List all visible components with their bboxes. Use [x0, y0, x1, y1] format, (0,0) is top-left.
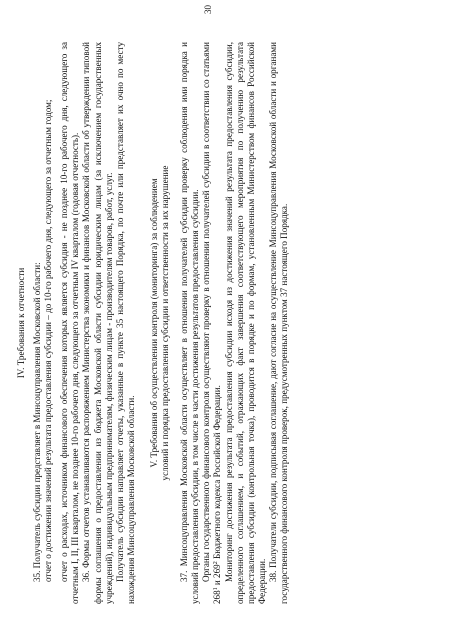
- paragraph-35: 35. Получатель субсидии представляет в Минсоцуправления Московской области:: [32, 262, 43, 582]
- page-number: 30: [203, 5, 213, 14]
- paragraph-37-c: Мониторинг достижения результата предоставления субсидии исходя из достижения значений результата предоставления субсидии, определенного соглашением, и событий, отражающих факт завершения соответствующего мероприятия по получению результата предоставления субсидии (контрольная точка), проводится в порядке и по формам, установленным Министерством финансов Российской Федерации.: [223, 42, 267, 604]
- paragraph-37-b-start: Органы государственного финансового контроля осуществляют проверку в отношении получателей субсидии в соответствии со статьями 268: [201, 42, 223, 604]
- paragraph-37-b: [201, 42, 223, 604]
- paragraph-35-b: отчет о расходах, источником финансового обеспечения которых является субсидия - не позднее 10-го рабочего дня, следующего за отчетным I, II, III кварталом, не позднее 10-го рабочего дня, следующего за отчетным IV кварталом (годовая отчетность).: [59, 42, 81, 604]
- superscript-2: 2: [213, 561, 220, 565]
- paragraph-37-b-middle: и 269: [212, 564, 223, 588]
- paragraph-36: 36. Формы отчетов устанавливаются распоряжением Министерства экономики и финансов Московской области об утверждении типовой формы соглашения о предоставлении из бюджета Московской области субсидии юридическим лицам (за исключением государственных учреждений), индивидуальным предпринимателям, физическим лицам - производителям товаров, работ, услуг.: [81, 42, 114, 604]
- section-4-heading: IV. Требования к отчетности: [16, 267, 26, 379]
- superscript-1: 1: [213, 587, 220, 591]
- section-5-heading-line-2: условий и порядка предоставления субсидии и ответственности за их нарушение: [160, 165, 171, 481]
- section-5-heading-line-1: V. Требования об осуществлении контроля (мониторинга) за соблюдением: [148, 178, 159, 468]
- paragraph-38: 38. Получатели субсидии, подписывая соглашение, дают согласие на осуществление Минсоцуправления Московской области и органами государственного финансового контроля проверок, предусмотренных пунктом 37 настоящего Порядка.: [267, 42, 289, 604]
- paragraph-37-b-end: Бюджетного кодекса Российской Федерации.: [212, 385, 223, 562]
- paragraph-37: 37. Минсоцуправления Московской области осуществляет в отношении получателей субсидии проверку соблюдения ими порядка и условий предоставления субсидии, в том числе в части достижения результатов предоставления субсидии.: [179, 42, 201, 604]
- paragraph-35-a: отчет о достижении значений результата предоставления субсидии – до 10-го рабочего дня, следующего за отчетным годом;: [43, 99, 54, 582]
- paragraph-36-b: Получатель субсидии направляет отчеты, указанные в пункте 35 настоящего Порядка, по почте или представляет их очно по месту нахождения Минсоцуправления Московской области.: [114, 42, 136, 604]
